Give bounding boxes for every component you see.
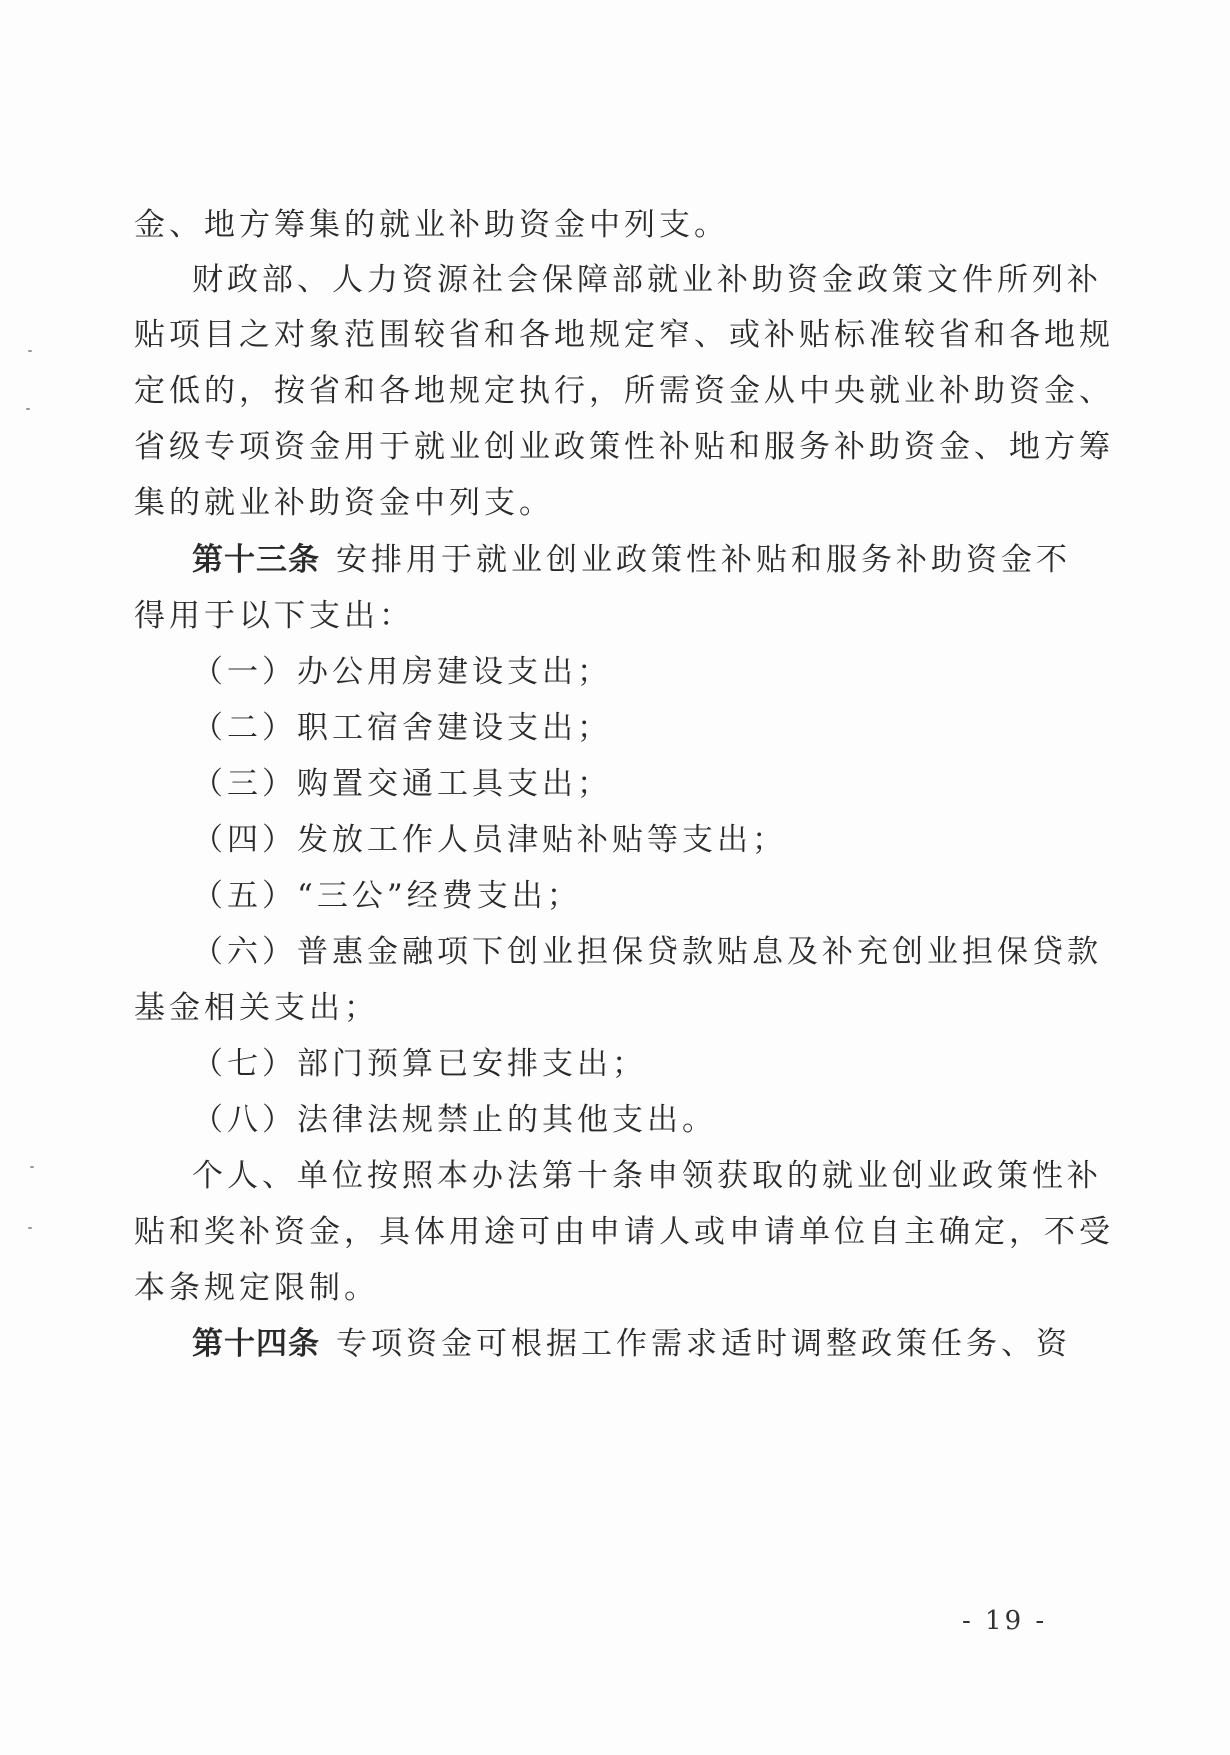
scan-speck (26, 408, 30, 410)
page-number: - 19 - (962, 1606, 1048, 1636)
article-heading: 第十三条 (192, 542, 320, 578)
list-item: （八）法律法规禁止的其他支出。 (192, 1102, 717, 1138)
list-item: （五）“三公”经费支出； (192, 878, 582, 914)
paragraph-line: 个人、单位按照本办法第十条申领获取的就业创业政策性补 (192, 1158, 1102, 1194)
text-line: 贴项目之对象范围较省和各地规定窄、或补贴标准较省和各地规 (134, 317, 1114, 353)
text-line: 省级专项资金用于就业创业政策性补贴和服务补助资金、地方筹 (134, 429, 1114, 465)
list-item: （三）购置交通工具支出； (192, 766, 612, 802)
list-item: （一）办公用房建设支出； (192, 654, 612, 690)
scan-speck (28, 1227, 32, 1229)
list-item: （七）部门预算已安排支出； (192, 1046, 647, 1082)
text-line: 集的就业补助资金中列支。 (134, 485, 554, 521)
paragraph-line: 财政部、人力资源社会保障部就业补助资金政策文件所列补 (192, 262, 1102, 298)
list-item: （四）发放工作人员津贴补贴等支出； (192, 822, 787, 858)
text-line: 本条规定限制。 (134, 1270, 379, 1306)
article-text: 安排用于就业创业政策性补贴和服务补助资金不 (336, 542, 1071, 578)
article-heading: 第十四条 (192, 1326, 320, 1362)
article-14-line (192, 1322, 1071, 1366)
text-line: 定低的，按省和各地规定执行，所需资金从中央就业补助资金、 (134, 373, 1114, 409)
scan-speck (30, 1166, 34, 1168)
text-line: 贴和奖补资金，具体用途可由申请人或申请单位自主确定，不受 (134, 1214, 1114, 1250)
text-line: 金、地方筹集的就业补助资金中列支。 (134, 207, 729, 243)
scan-speck (28, 350, 32, 352)
list-item: （六）普惠金融项下创业担保贷款贴息及补充创业担保贷款 (192, 934, 1102, 970)
article-13-line (192, 538, 1071, 582)
text-line: 得用于以下支出： (134, 598, 414, 634)
list-item: （二）职工宿舍建设支出； (192, 710, 612, 746)
article-text: 专项资金可根据工作需求适时调整政策任务、资 (336, 1326, 1071, 1362)
text-line: 基金相关支出； (134, 990, 379, 1026)
